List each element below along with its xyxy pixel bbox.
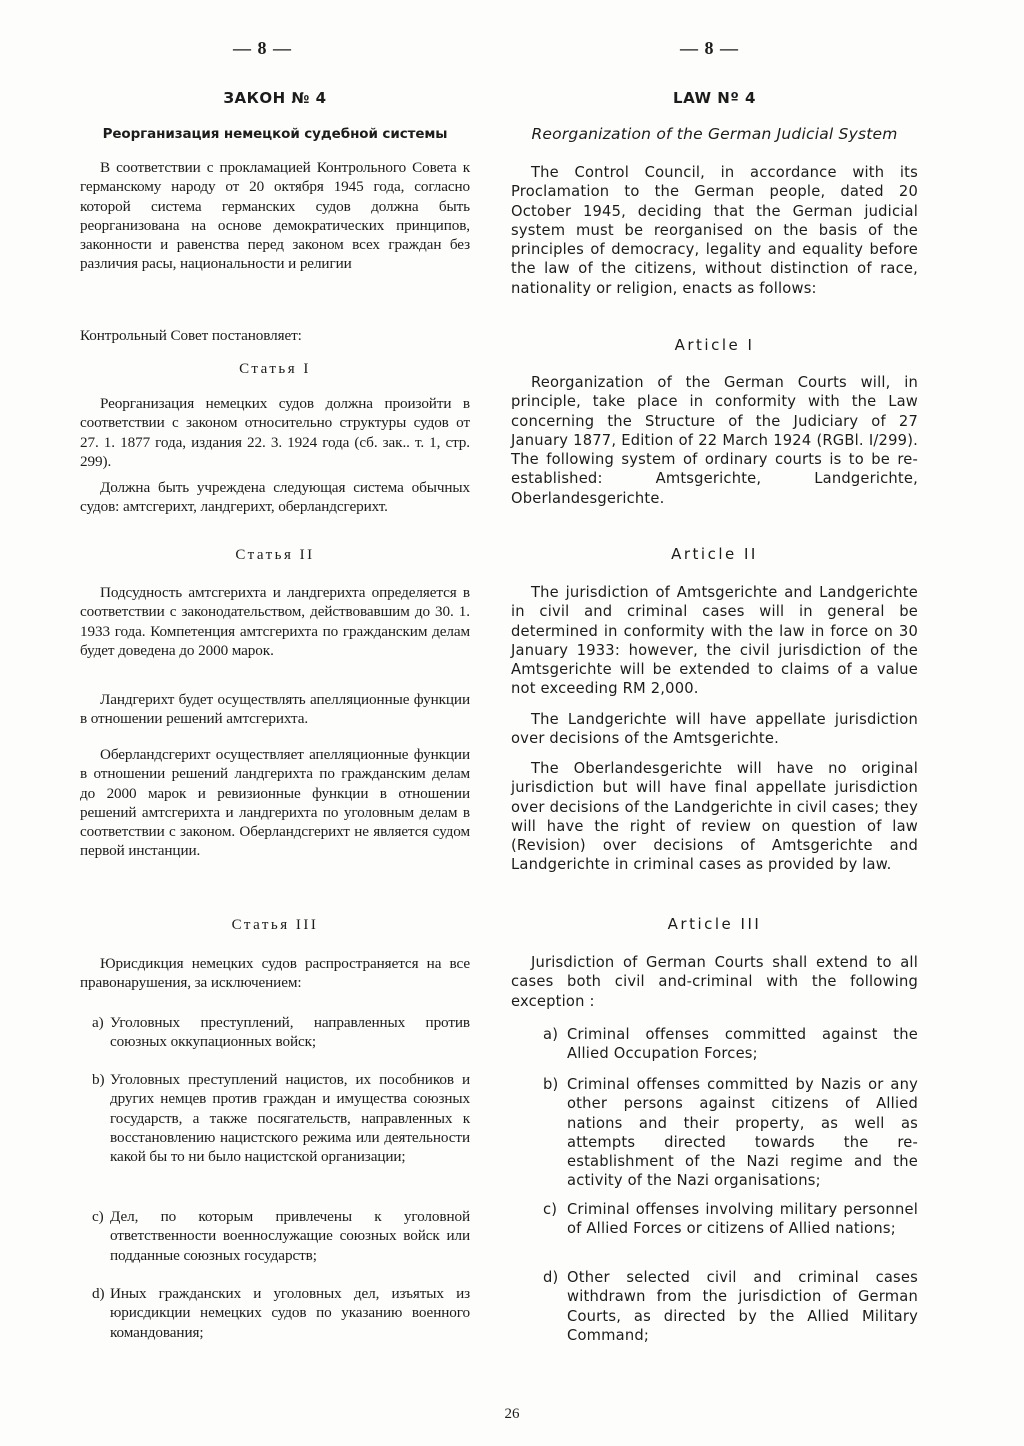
- list-item: [511, 1025, 918, 1064]
- article-1-heading-ru: Статья I: [239, 361, 311, 377]
- list-item-text: Уголовных преступлений, направленных против союзных оккупационных войск;: [110, 1014, 470, 1051]
- list-item-label: b): [92, 1071, 105, 1088]
- article-2-p1-en: The jurisdiction of Amtsgerichte and Landgerichte in civil and criminal cases will in general be determined in conformity with the law in force on 30 January 1933: however, the civil jurisdiction of the Amtsgerichte will be extended to claims of a value not exceeding RM 2,000.: [511, 584, 918, 698]
- article-2-heading-en: Article II: [671, 545, 758, 563]
- list-item-label: a): [543, 1026, 559, 1043]
- article-1-p1-en: Reorganization of the German Courts will, in principle, take place in conformity with the Law concerning the Structure of the Judiciary of 27 January 1877, Edition of 22 March 1924 (RGBl. I/299). The following system of ordinary courts is to be re-established: Amtsgerichte, Landgerichte, Oberlandesgerichte.: [511, 374, 918, 507]
- enacts-ru: Контрольный Совет постановляет:: [80, 327, 302, 344]
- list-item: [80, 1070, 470, 1166]
- law-subtitle-en: Reorganization of the German Judicial System: [531, 125, 898, 143]
- list-item-label: c): [543, 1201, 558, 1218]
- law-title-en: LAW Nº 4: [673, 89, 756, 107]
- law-title-ru: ЗАКОН № 4: [223, 89, 327, 107]
- article-2-p2-en: The Landgerichte will have appellate jurisdiction over decisions of the Amtsgerichte.: [511, 711, 918, 748]
- list-item-label: d): [543, 1269, 559, 1286]
- list-item-text: Дел, по которым привлечены к уголовной ответственности военнослужащие союзных войск или подданные союзных государств;: [110, 1208, 470, 1264]
- list-item-label: d): [92, 1285, 105, 1302]
- article-2-p2-ru: Ландгерихт будет осуществлять апелляционные функции в отношении решений амтсгерихта.: [80, 691, 470, 728]
- list-item: [80, 1013, 470, 1052]
- article-3-intro-en: Jurisdiction of German Courts shall extend to all cases both civil and-criminal with the following exception :: [511, 954, 918, 1010]
- footer-page-number: 26: [504, 1406, 520, 1422]
- list-item: [80, 1207, 470, 1265]
- list-item-label: c): [92, 1208, 104, 1225]
- article-2-heading-ru: Статья II: [235, 547, 315, 563]
- article-2-p3-ru: Оберландсгерихт осуществляет апелляционные функции в отношении решений ландгерихта по гражданским делам до 2000 марок и ревизионные функции в отношении решений амтсгерихта и ландгерихта по уголовным делам в соответствии с законом. Оберландсгерихт не является судом первой инстанции.: [80, 746, 470, 860]
- preamble-en: The Control Council, in accordance with its Proclamation to the German people, dated 20 October 1945, deciding that the German judicial system must be reorganised on the basis of the principles of democracy, legality and equality before the law of the citizens, without distinction of race, nationality or religion, enacts as follows:: [511, 164, 918, 297]
- page-number-left: — 8 —: [233, 38, 292, 58]
- list-item-text: Уголовных преступлений нацистов, их пособников и других немцев против граждан и имущества союзных государств, а также посягательств, направленных к восстановлению нацистского режима или деятельности какой бы то ни было нацистской организации;: [110, 1071, 470, 1166]
- article-2-p1-ru: Подсудность амтсгерихта и ландгерихта определяется в соответствии с законодательством, действовавшим до 30. 1. 1933 года. Компетенция амтсгерихта по гражданским делам будет доведена до 2000 марок.: [80, 584, 470, 659]
- article-2-p3-en: The Oberlandesgerichte will have no original jurisdiction but will have final appellate jurisdiction over decisions of the Landgerichte in civil cases; they will have the right of review on question of law (Revision) over decisions of Amtsgerichte and Landgerichte in criminal cases as provided by law.: [511, 760, 918, 874]
- preamble-ru: В соответствии с прокламацией Контрольного Совета к германскому народу от 20 октября 1945 года, согласно которой система германских судов должна быть реорганизована на основе демократических принципов, законности и равенства перед законом всех граждан без различия расы, национальности и религии: [80, 159, 470, 273]
- list-item-text: Criminal offenses committed by Nazis or any other persons against citizens of Allied nations and their property, as well as attempts directed towards the re-establishment of the Nazi regime and the activity of the Nazi organisations;: [567, 1076, 918, 1190]
- article-3-intro-ru: Юрисдикция немецких судов распространяется на все правонарушения, за исключением:: [80, 955, 470, 992]
- list-item: [80, 1284, 470, 1342]
- page-number-right: — 8 —: [680, 38, 739, 58]
- list-item: [511, 1200, 918, 1239]
- list-item-label: a): [92, 1014, 104, 1031]
- article-1-p1-ru: Реорганизация немецких судов должна произойти в соответствии с законом относительно структуры судов от 27. 1. 1877 года, издания 22. 3. 1924 года (сб. зак.. т. 1, стр. 299).: [80, 395, 470, 470]
- list-item-label: b): [543, 1076, 559, 1093]
- law-subtitle-ru: Реорганизация немецкой судебной системы: [102, 126, 448, 142]
- list-item: [511, 1268, 918, 1345]
- article-3-heading-ru: Статья III: [231, 917, 319, 933]
- article-1-p2-ru: Должна быть учреждена следующая система обычных судов: амтсгерихт, ландгерихт, оберландсгерихт.: [80, 479, 470, 516]
- list-item-text: Other selected civil and criminal cases withdrawn from the jurisdiction of German Courts, as directed by the Allied Military Command;: [567, 1269, 918, 1344]
- article-3-heading-en: Article III: [667, 915, 762, 933]
- list-item: [511, 1075, 918, 1191]
- list-item-text: Иных гражданских и уголовных дел, изъятых из юрисдикции немецких судов по указанию военного командования;: [110, 1285, 470, 1341]
- list-item-text: Criminal offenses involving military personnel of Allied Forces or citizens of Allied nations;: [567, 1201, 918, 1238]
- article-1-heading-en: Article I: [674, 336, 755, 354]
- list-item-text: Criminal offenses committed against the Allied Occupation Forces;: [567, 1026, 918, 1063]
